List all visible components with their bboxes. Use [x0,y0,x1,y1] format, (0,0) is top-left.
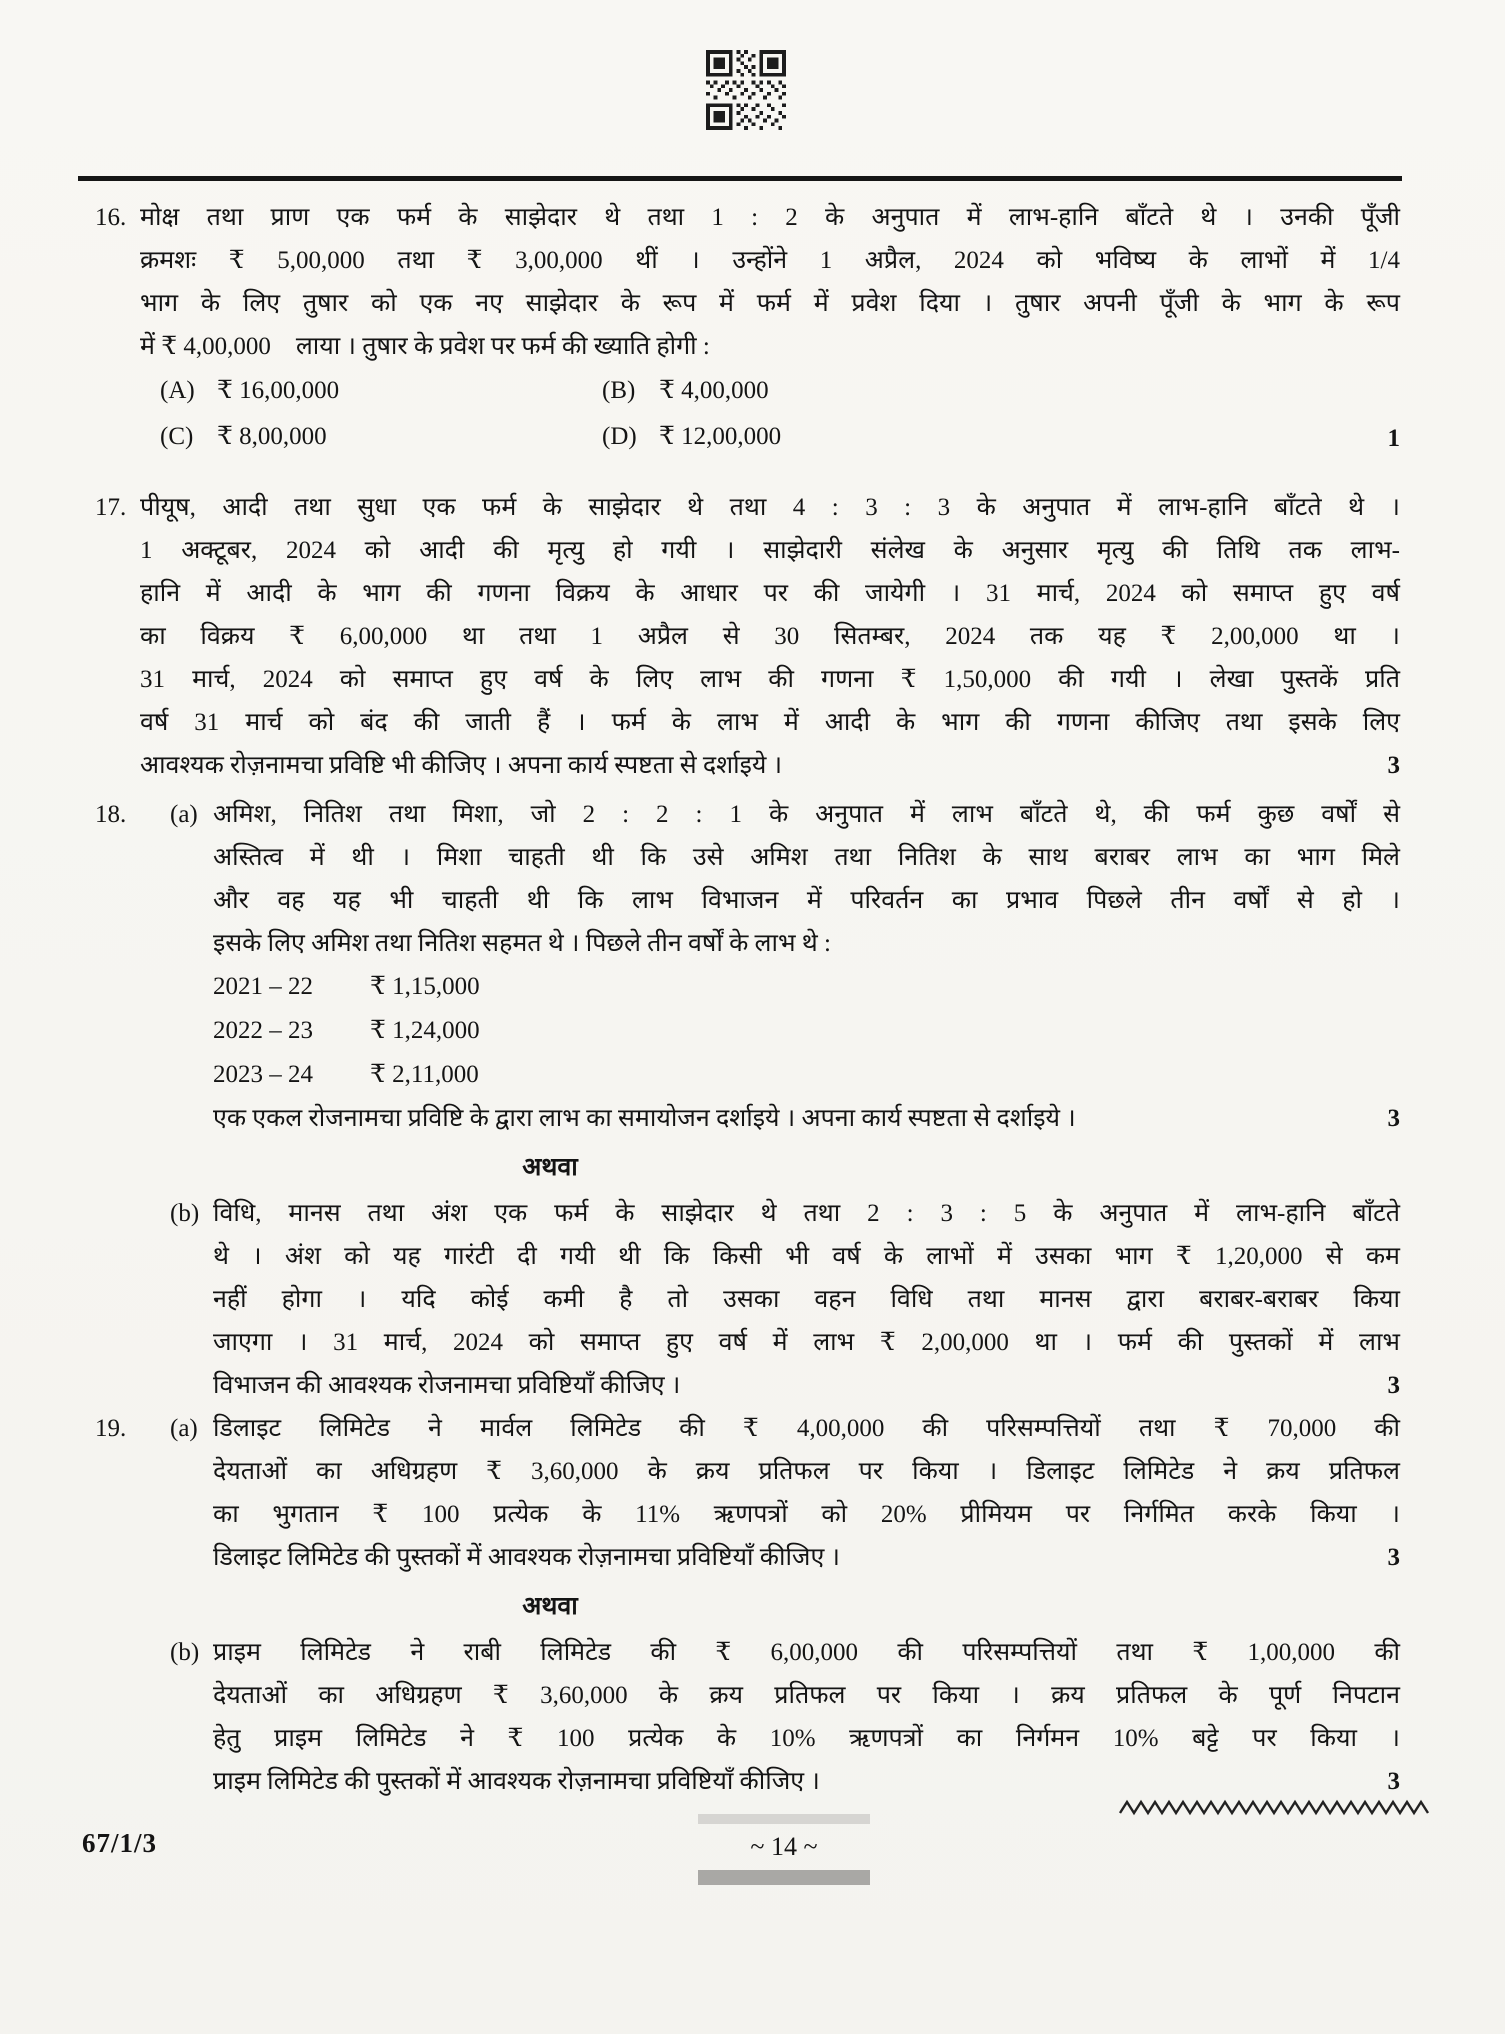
question-number: 18. [95,801,127,828]
option-c-value: ₹ 8,00,000 [217,423,327,450]
page-number-bar-top [698,1814,870,1824]
qr-code [700,50,792,130]
subpart-label: (b) [170,1639,200,1666]
subpart-label: (a) [170,801,198,828]
question-19 [95,1407,1400,1803]
option-d-label: (D) [602,423,637,450]
question-text-line: हानि में आदी के भाग की गणना विक्रय के आधार पर की जायेगी । 31 मार्च, 2024 को समाप्त हुए वर्ष [140,580,1400,607]
question-text-line: थे । अंश को यह गारंटी दी गयी थी कि किसी भी वर्ष के लाभों में उसका भाग ₹ 1,20,000 से कम [213,1243,1400,1270]
question-text-line: विधि, मानस तथा अंश एक फर्म के साझेदार थे तथा 2 : 3 : 5 के अनुपात में लाभ-हानि बाँटते [213,1200,1400,1227]
question-text-line: का विक्रय ₹ 6,00,000 था तथा 1 अप्रैल से 30 सितम्बर, 2024 तक यह ₹ 2,00,000 था । [140,623,1400,650]
or-separator: अथवा [522,1154,578,1181]
question-18a [140,793,1400,1140]
question-number: 19. [95,1415,127,1442]
question-text-line: मोक्ष तथा प्राण एक फर्म के साझेदार थे तथा 1 : 2 के अनुपात में लाभ-हानि बाँटते थे । उनकी पूँजी [140,204,1400,231]
question-text-line: नहीं होगा । यदि कोई कमी है तो उसका वहन विधि तथा मानस द्वारा बराबर-बराबर किया [213,1286,1400,1313]
profit-amount: ₹ 1,15,000 [370,973,480,1000]
options-row [140,368,1400,414]
option-a-label: (A) [160,377,195,404]
question-text-line: 31 मार्च, 2024 को समाप्त हुए वर्ष के लिए लाभ की गणना ₹ 1,50,000 की गयी । लेखा पुस्तकें प्रति [140,666,1400,693]
question-text-line: और वह यह भी चाहती थी कि लाभ विभाजन में परिवर्तन का प्रभाव पिछले तीन वर्षों से हो । [213,887,1400,914]
question-text-line: भाग के लिए तुषार को एक नए साझेदार के रूप में फर्म में प्रवेश दिया । तुषार अपनी पूँजी के भाग के रूप [140,290,1400,317]
option-a-value: ₹ 16,00,000 [217,377,340,404]
question-19a [140,1407,1400,1579]
marks-value: 3 [1387,1768,1400,1795]
subpart-label: (b) [170,1200,200,1227]
question-text-line: हेतु प्राइम लिमिटेड ने ₹ 100 प्रत्येक के 10% ऋणपत्रों का निर्गमन 10% बट्टे पर किया । [213,1725,1400,1752]
question-number: 16. [95,204,127,231]
marks-value: 1 [1387,425,1400,452]
profit-year: 2022 – 23 [213,1017,313,1044]
question-19b [140,1631,1400,1803]
question-text-line: वर्ष 31 मार्च को बंद की जाती हैं । फर्म के लाभ में आदी के भाग की गणना कीजिए तथा इसके लिए [140,709,1400,736]
marks-value: 3 [1387,1372,1400,1399]
subpart-label: (a) [170,1415,198,1442]
question-text-line: एक एकल रोजनामचा प्रविष्टि के द्वारा लाभ का समायोजन दर्शाइये । अपना कार्य स्पष्टता से दर्शाइये । [213,1105,1076,1132]
question-text-line: इसके लिए अमिश तथा नितिश सहमत थे । पिछले तीन वर्षों के लाभ थे : [213,930,831,957]
options-row [140,414,1400,460]
page-number-bar-bottom [698,1870,870,1885]
question-text-line: अस्तित्व में थी । मिशा चाहती थी कि उसे अमिश तथा नितिश के साथ बराबर लाभ का भाग मिले [213,844,1400,871]
or-separator: अथवा [522,1593,578,1620]
question-text-line: क्रमशः ₹ 5,00,000 तथा ₹ 3,00,000 थीं । उन्होंने 1 अप्रैल, 2024 को भविष्य के लाभों में 1/4 [140,247,1400,274]
question-text-line: प्राइम लिमिटेड ने राबी लिमिटेड की ₹ 6,00,000 की परिसम्पत्तियों तथा ₹ 1,00,000 की [213,1639,1400,1666]
profit-year: 2021 – 22 [213,973,313,1000]
question-text-line: का भुगतान ₹ 100 प्रत्येक के 11% ऋणपत्रों को 20% प्रीमियम पर निर्गमित करके किया । [213,1501,1400,1528]
option-b-label: (B) [602,377,636,404]
profit-amount: ₹ 2,11,000 [370,1061,479,1088]
question-text-line: विभाजन की आवश्यक रोजनामचा प्रविष्टियाँ कीजिए । [213,1372,681,1399]
question-text-line: पीयूष, आदी तथा सुधा एक फर्म के साझेदार थे तथा 4 : 3 : 3 के अनुपात में लाभ-हानि बाँटते थे । [140,494,1400,521]
question-text-line: डिलाइट लिमिटेड ने मार्वल लिमिटेड की ₹ 4,00,000 की परिसम्पत्तियों तथा ₹ 70,000 की [213,1415,1400,1442]
question-text-line: देयताओं का अधिग्रहण ₹ 3,60,000 के क्रय प्रतिफल पर किया । क्रय प्रतिफल के पूर्ण निपटान [213,1682,1400,1709]
profit-row [213,1009,1400,1053]
top-rule [78,176,1402,181]
question-16 [95,196,1400,460]
page-number-block [698,1814,870,1885]
question-number: 17. [95,494,127,521]
question-18b [140,1192,1400,1407]
question-text-line: देयताओं का अधिग्रहण ₹ 3,60,000 के क्रय प्रतिफल पर किया । डिलाइट लिमिटेड ने क्रय प्रतिफल [213,1458,1400,1485]
marks-value: 3 [1387,1105,1400,1132]
question-text-line: 1 अक्टूबर, 2024 को आदी की मृत्यु हो गयी । साझेदारी संलेख के अनुसार मृत्यु की तिथि तक लाभ- [140,537,1400,564]
profit-row [213,965,1400,1009]
option-d-value: ₹ 12,00,000 [659,423,782,450]
questions-area [95,196,1400,1803]
question-text-line: डिलाइट लिमिटेड की पुस्तकों में आवश्यक रोज़नामचा प्रविष्टियाँ कीजिए । [213,1544,841,1571]
option-c-label: (C) [160,423,194,450]
profit-row [213,1053,1400,1097]
paper-code: 67/1/3 [82,1828,158,1858]
profit-year: 2023 – 24 [213,1061,313,1088]
profit-amount: ₹ 1,24,000 [370,1017,480,1044]
question-17 [95,486,1400,787]
question-text-line: अमिश, नितिश तथा मिशा, जो 2 : 2 : 1 के अनुपात में लाभ बाँटते थे, की फर्म कुछ वर्षों से [213,801,1400,828]
question-18 [95,793,1400,1407]
page-number: ~ 14 ~ [750,1832,818,1861]
squiggle-line [1118,1798,1432,1817]
question-text-line: जाएगा । 31 मार्च, 2024 को समाप्त हुए वर्ष में लाभ ₹ 2,00,000 था । फर्म की पुस्तकों में लाभ [213,1329,1400,1356]
marks-value: 3 [1387,1544,1400,1571]
question-text-line: प्राइम लिमिटेड की पुस्तकों में आवश्यक रोज़नामचा प्रविष्टियाँ कीजिए । [213,1768,820,1795]
question-text-line: आवश्यक रोज़नामचा प्रविष्टि भी कीजिए । अपना कार्य स्पष्टता से दर्शाइये । [140,752,783,779]
option-b-value: ₹ 4,00,000 [659,377,769,404]
marks-value: 3 [1387,752,1400,779]
question-text-line: में ₹ 4,00,000 लाया । तुषार के प्रवेश पर फर्म की ख्याति होगी : [140,333,710,360]
